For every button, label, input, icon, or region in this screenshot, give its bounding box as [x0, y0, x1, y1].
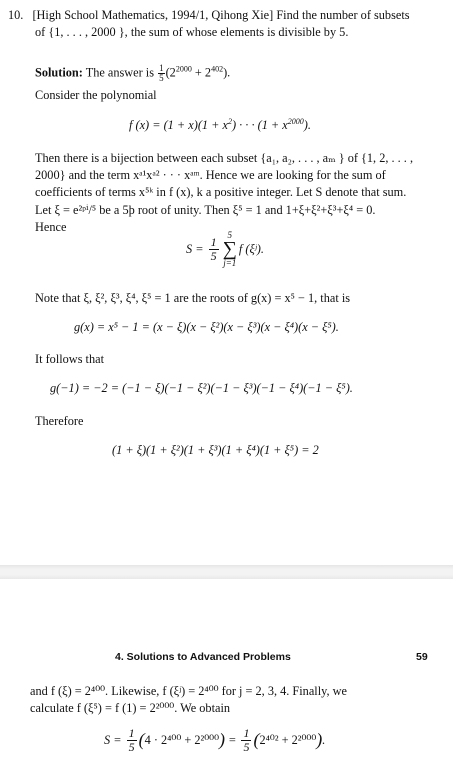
page-separator	[0, 565, 453, 579]
next-page-line-2: calculate f (ξ⁵) = f (1) = 2²⁰⁰⁰. We obtain	[30, 701, 231, 715]
bijection-line-1: Then there is a bijection between each subset {a₁, a₂, . . . , aₘ } of {1, 2, . . . ,	[35, 151, 414, 165]
next-page-line-1: and f (ξ) = 2⁴⁰⁰. Likewise, f (ξʲ) = 2⁴⁰⁰ for j = 2, 3, 4. Finally, we	[30, 684, 347, 698]
problem-number: 10.	[8, 8, 24, 22]
problem-line-1	[8, 7, 410, 23]
sum-equation: S = $\frac{1}{5}$ 5 ∑ j=1 f (ξʲ).	[186, 230, 264, 268]
root-of-unity-line: Let ξ = e²ᵖⁱ/⁵ be a 5þ root of unity. Then ξ⁵ = 1 and 1+ξ+ξ²+ξ³+ξ⁴ = 0.	[35, 203, 376, 217]
solution-line: Solution: The answer is $\frac{1}{5}$ $(2^{2000} + 2^{402})$.	[35, 63, 231, 83]
problem-text-1: Find the number of subsets	[276, 8, 410, 22]
polynomial-equation: f $(x) = (1 + x)(1 + x^2)$ · · · $(1 + x^{2000})$.	[129, 117, 311, 132]
solution-label: Solution:	[35, 65, 83, 80]
product-equation: (1 + ξ)(1 + ξ²)(1 + ξ³)(1 + ξ⁴)(1 + ξ⁵) = 2	[112, 443, 319, 457]
hence-text: Hence	[35, 220, 67, 234]
therefore-text: Therefore	[35, 414, 84, 428]
consider-text: Consider the polynomial	[35, 88, 157, 102]
roots-note-line: Note that ξ, ξ², ξ³, ξ⁴, ξ⁵ = 1 are the roots of g(x) = x⁵ − 1, that is	[35, 291, 351, 305]
g-factorization: g(x) = x⁵ − 1 = (x − ξ)(x − ξ²)(x − ξ³)(x − ξ⁴)(x − ξ⁵).	[74, 320, 339, 334]
final-equation: S = $\frac{1}{5}$ (4 · 2⁴⁰⁰ + 2²⁰⁰⁰) = $\frac{1}{5}$ (2⁴⁰² + 2²⁰⁰⁰).	[104, 726, 326, 754]
answer-prefix: The answer is	[85, 65, 154, 80]
answer-fraction: $\frac{1}{5}$	[159, 63, 164, 83]
bijection-line-2: 2000} and the term xᵃ¹xᵃ² · · · xᵃᵐ. Hence we are looking for the sum of	[35, 168, 386, 182]
bijection-line-3: coefficients of terms x⁵ᵏ in f (x), k a positive integer. Let S denote that sum.	[35, 185, 407, 199]
follows-text: It follows that	[35, 352, 104, 366]
running-header: 4. Solutions to Advanced Problems	[115, 651, 291, 663]
problem-line-2: of {1, . . . , 2000 }, the sum of whose elements is divisible by 5.	[35, 25, 349, 39]
page-number: 59	[416, 651, 428, 663]
problem-citation: [High School Mathematics, 1994/1, Qihong Xie]	[32, 8, 274, 22]
g-at-minus-one: g(−1) = −2 = (−1 − ξ)(−1 − ξ²)(−1 − ξ³)(−1 − ξ⁴)(−1 − ξ⁵).	[50, 381, 353, 395]
summation-sign: 5 ∑ j=1	[222, 230, 237, 268]
